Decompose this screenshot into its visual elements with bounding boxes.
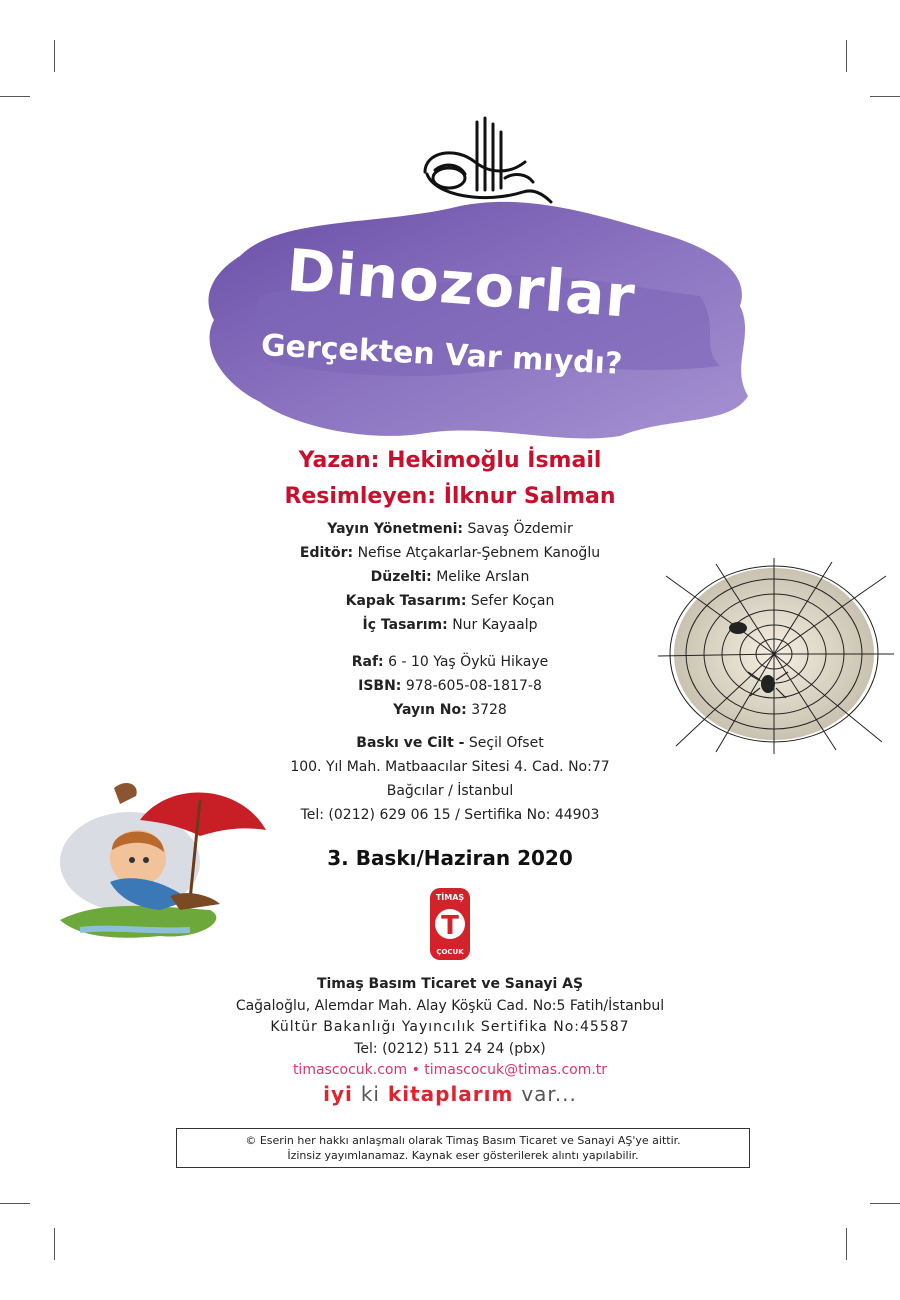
- staff-line: Kapak Tasarım: Sefer Koçan: [345, 593, 555, 609]
- timas-cocuk-logo-icon: [428, 886, 472, 962]
- printer-city: Bağcılar / İstanbul: [386, 783, 514, 799]
- printer-contact: Tel: (0212) 629 06 15 / Sertifika No: 44903: [300, 807, 600, 823]
- illustrator-credit: Resimleyen: İlknur Salman: [284, 484, 616, 509]
- crop-mark: [0, 1203, 30, 1204]
- copyright-notice: [176, 1128, 750, 1168]
- edition-line: 3. Baskı/Haziran 2020: [327, 846, 573, 870]
- copyright-line: © Eserin her hakkı anlaşmalı olarak Timaş Basım Ticaret ve Sanayi AŞ'ye aittir.: [245, 1134, 681, 1147]
- spider-web-icon: [656, 556, 896, 756]
- crop-mark: [0, 96, 30, 97]
- copyright-line: İzinsiz yayımlanamaz. Kaynak eser gösterilerek alıntı yapılabilir.: [287, 1149, 639, 1162]
- publisher-web-links[interactable]: timascocuk.com • timascocuk@timas.com.tr: [292, 1062, 608, 1078]
- publisher-phone: Tel: (0212) 511 24 24 (pbx): [354, 1041, 546, 1057]
- staff-line: Yayın Yönetmeni: Savaş Özdemir: [327, 521, 573, 537]
- title-background-splash: [200, 196, 760, 446]
- crop-mark: [54, 40, 55, 72]
- boy-with-umbrella-illustration: [40, 770, 270, 950]
- publisher-slogan: iyi ki kitaplarım var...: [323, 1082, 577, 1106]
- crop-mark: [846, 1228, 847, 1260]
- svg-text:ÇOCUK: ÇOCUK: [436, 948, 464, 956]
- staff-line: Düzelti: Melike Arslan: [370, 569, 530, 585]
- printer-address: 100. Yıl Mah. Matbaacılar Sitesi 4. Cad. No:77: [290, 759, 610, 775]
- catalog-line: Raf: 6 - 10 Yaş Öykü Hikaye: [351, 654, 549, 670]
- publisher-address: Cağaloğlu, Alemdar Mah. Alay Köşkü Cad. No:5 Fatih/İstanbul: [235, 998, 665, 1014]
- author-credit: Yazan: Hekimoğlu İsmail: [298, 448, 602, 473]
- svg-text:TİMAŞ: TİMAŞ: [435, 893, 465, 902]
- publisher-certificate: Kültür Bakanlığı Yayıncılık Sertifika No:45587: [270, 1019, 630, 1035]
- catalog-line: Yayın No: 3728: [393, 702, 507, 718]
- staff-line: İç Tasarım: Nur Kayaalp: [362, 617, 538, 633]
- crop-mark: [870, 96, 900, 97]
- publisher-name: Timaş Basım Ticaret ve Sanayi AŞ: [316, 976, 584, 992]
- crop-mark: [870, 1203, 900, 1204]
- staff-line: Editör: Nefise Atçakarlar-Şebnem Kanoğlu: [299, 545, 601, 561]
- crop-mark: [846, 40, 847, 72]
- svg-text:T: T: [441, 911, 459, 941]
- catalog-line: ISBN: 978-605-08-1817-8: [358, 678, 542, 694]
- book-title: Dinozorlar: [284, 236, 638, 332]
- printing-line: Baskı ve Cilt - Seçil Ofset: [356, 735, 544, 751]
- book-subtitle: Gerçekten Var mıydı?: [260, 328, 624, 382]
- crop-mark: [54, 1228, 55, 1260]
